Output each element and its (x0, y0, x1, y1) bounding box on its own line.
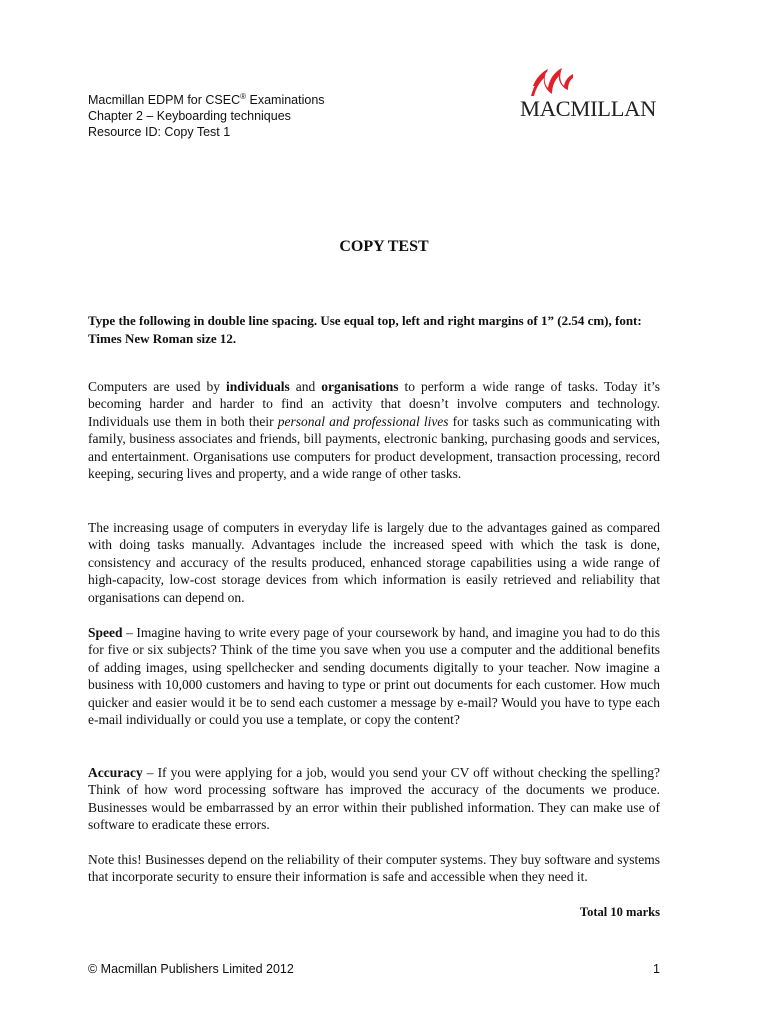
paragraph-intro: Computers are used by individuals and organisations to perform a wide range of tasks. Today it’s becoming harder and harder to find an activity that doesn’t involve computers and technology. Individuals use them in both their personal and professional lives for tasks such as communicating with family, business associates and friends, bill payments, electronic banking, purchasing goods and services, and entertainment. Organisations use computers for product development, transaction processing, record keeping, securing lives and property, and a wide range of other tasks. (88, 379, 661, 482)
page-number: 1 (653, 962, 660, 976)
total-marks: Total 10 marks (579, 905, 660, 919)
task-instruction: Type the following in double line spacing. Use equal top, left and right margins of 1” (2.54 cm), font: Times New Roman size 12. (88, 313, 642, 346)
speed-heading: Speed (88, 625, 123, 640)
macmillan-flame-logo-icon (530, 66, 574, 98)
copyright-notice: © Macmillan Publishers Limited 2012 (88, 962, 294, 976)
macmillan-logo-text: MACMILLAN (520, 96, 657, 121)
header-line-series: Macmillan EDPM for CSEC® Examinations (88, 92, 325, 107)
registered-mark: ® (240, 92, 247, 101)
accuracy-heading: Accuracy (88, 765, 143, 780)
bold-organisations: organisations (321, 379, 399, 394)
bold-individuals: individuals (225, 379, 290, 394)
header-line-chapter: Chapter 2 – Keyboarding techniques (88, 109, 291, 123)
paragraph-accuracy: Accuracy – If you were applying for a job, would you send your CV off without checking the spelling? Think of how word processing software has improved the accuracy of the documents we produce. Businesses would be embarrassed by an error within their published information. They can make use of software to eradicate these errors. (88, 765, 660, 833)
paragraph-note: Note this! Businesses depend on the reliability of their computer systems. They buy software and systems that incorporate security to ensure their information is safe and accessible when they need it. (88, 852, 660, 885)
paragraph-advantages: The increasing usage of computers in everyday life is largely due to the advantages gained as compared with doing tasks manually. Advantages include the increased speed with which the task is done, consistency and accuracy of the results produced, enhanced storage capabilities using a wide range of high-capacity, low-cost storage devices from which information is easily retrieved and reliability that organisations can depend on. (88, 520, 660, 605)
document-header (88, 92, 325, 140)
page-footer (88, 962, 660, 976)
document-title: COPY TEST (339, 238, 429, 255)
macmillan-logo (520, 66, 662, 126)
italic-personal-professional: personal and professional lives (277, 413, 449, 429)
paragraph-speed: Speed – Imagine having to write every page of your coursework by hand, and imagine you had to do this for five or six subjects? Think of the time you save when you use a computer and the additional benefits of adding images, using spellchecker and sending documents digitally to your teacher. Now imagine a business with 10,000 customers and having to type or print out documents for each customer. How much quicker and easier would it be to send each customer a message by e-mail? Would you have to type each e-mail individually or could you use a template, or copy the content? (88, 625, 660, 728)
header-line-resource-id: Resource ID: Copy Test 1 (88, 125, 231, 139)
